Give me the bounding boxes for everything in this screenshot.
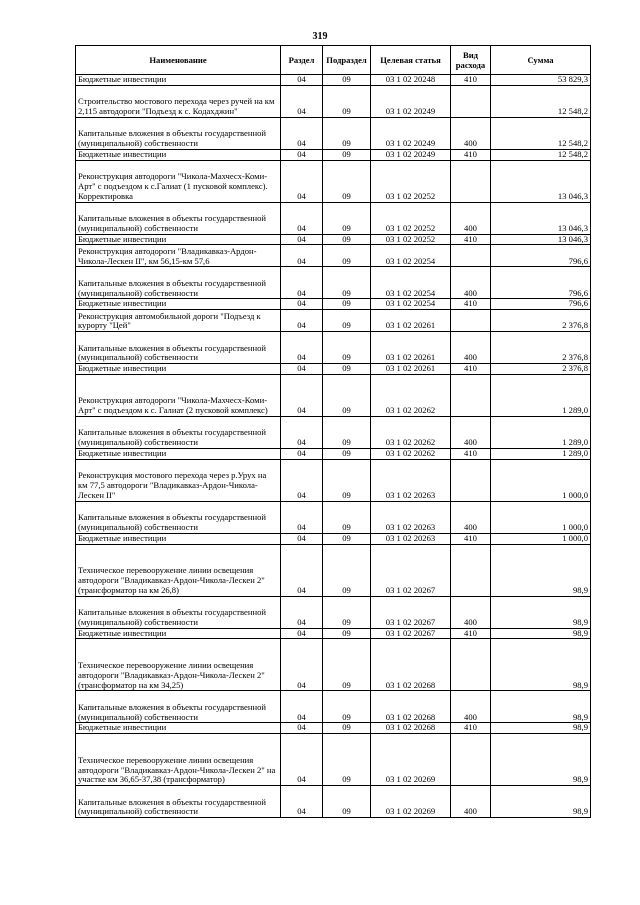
row-article: 03 1 02 20248 <box>371 75 451 86</box>
row-article: 03 1 02 20254 <box>371 245 451 267</box>
row-article: 03 1 02 20267 <box>371 628 451 639</box>
row-section: 04 <box>281 364 323 375</box>
row-section: 04 <box>281 234 323 245</box>
row-name: Строительство мостового перехода через ручей на км 2,115 автодороги "Подъезд к с. Кодахджин" <box>76 85 281 117</box>
row-section: 04 <box>281 639 323 691</box>
row-article: 03 1 02 20254 <box>371 299 451 310</box>
row-section: 04 <box>281 117 323 149</box>
row-expense <box>451 85 491 117</box>
row-section: 04 <box>281 734 323 786</box>
row-article: 03 1 02 20249 <box>371 85 451 117</box>
row-article: 03 1 02 20262 <box>371 416 451 448</box>
header-section: Раздел <box>281 46 323 75</box>
row-sum: 12 548,2 <box>491 85 591 117</box>
row-expense: 400 <box>451 202 491 234</box>
row-sum: 98,9 <box>491 639 591 691</box>
row-sum: 12 548,2 <box>491 117 591 149</box>
row-name: Реконструкция мостового перехода через р.Урух на км 77,5 автодороги "Владикавказ-Ардон-Чикола-Лескен II" <box>76 459 281 501</box>
row-subsection: 09 <box>323 310 371 332</box>
table-row <box>76 85 591 117</box>
row-sum: 13 046,3 <box>491 160 591 202</box>
row-sum: 796,6 <box>491 245 591 267</box>
row-name: Реконструкция автодороги "Владикавказ-Ардон-Чикола-Лескен II", км 56,15-км 57,6 <box>76 245 281 267</box>
table-row <box>76 149 591 160</box>
row-subsection: 09 <box>323 691 371 723</box>
row-subsection: 09 <box>323 267 371 299</box>
row-name: Капитальные вложения в объекты государственной (муниципальной) собственности <box>76 691 281 723</box>
table-body <box>76 75 591 818</box>
row-subsection: 09 <box>323 149 371 160</box>
row-sum: 1 289,0 <box>491 416 591 448</box>
row-section: 04 <box>281 85 323 117</box>
row-name: Бюджетные инвестиции <box>76 533 281 544</box>
row-subsection: 09 <box>323 332 371 364</box>
row-name: Техническое перевооружение линии освещения автодороги "Владикавказ-Ардон-Чикола-Лескен 2" (трансформатор на км 34,25) <box>76 639 281 691</box>
row-expense: 410 <box>451 628 491 639</box>
row-expense: 400 <box>451 501 491 533</box>
row-sum: 1 000,0 <box>491 533 591 544</box>
table-row <box>76 723 591 734</box>
table-row <box>76 416 591 448</box>
row-name: Бюджетные инвестиции <box>76 628 281 639</box>
row-name: Капитальные вложения в объекты государственной (муниципальной) собственности <box>76 501 281 533</box>
row-article: 03 1 02 20261 <box>371 332 451 364</box>
row-name: Бюджетные инвестиции <box>76 448 281 459</box>
row-name: Капитальные вложения в объекты государственной (муниципальной) собственности <box>76 596 281 628</box>
row-subsection: 09 <box>323 160 371 202</box>
table-row <box>76 596 591 628</box>
row-subsection: 09 <box>323 448 371 459</box>
table-row <box>76 299 591 310</box>
row-sum: 98,9 <box>491 596 591 628</box>
row-section: 04 <box>281 533 323 544</box>
row-sum: 2 376,8 <box>491 332 591 364</box>
row-sum: 98,9 <box>491 628 591 639</box>
row-name: Техническое перевооружение линии освещения автодороги "Владикавказ-Ардон-Чикола-Лескен 2" на участке км 36,65-37,38 (трансформатор) <box>76 734 281 786</box>
row-section: 04 <box>281 149 323 160</box>
budget-table <box>75 45 591 818</box>
row-sum: 13 046,3 <box>491 234 591 245</box>
row-subsection: 09 <box>323 723 371 734</box>
row-section: 04 <box>281 723 323 734</box>
row-subsection: 09 <box>323 786 371 818</box>
row-subsection: 09 <box>323 628 371 639</box>
row-section: 04 <box>281 160 323 202</box>
row-sum: 98,9 <box>491 691 591 723</box>
table-row <box>76 628 591 639</box>
row-article: 03 1 02 20267 <box>371 544 451 596</box>
row-name: Капитальные вложения в объекты государственной (муниципальной) собственности <box>76 117 281 149</box>
row-sum: 98,9 <box>491 734 591 786</box>
row-expense: 410 <box>451 448 491 459</box>
header-article: Целевая статья <box>371 46 451 75</box>
row-sum: 1 289,0 <box>491 448 591 459</box>
table-row <box>76 160 591 202</box>
row-expense <box>451 734 491 786</box>
row-expense <box>451 374 491 416</box>
table-row <box>76 691 591 723</box>
row-name: Бюджетные инвестиции <box>76 234 281 245</box>
row-name: Капитальные вложения в объекты государственной (муниципальной) собственности <box>76 416 281 448</box>
row-sum: 796,6 <box>491 267 591 299</box>
table-row <box>76 734 591 786</box>
row-subsection: 09 <box>323 416 371 448</box>
row-expense: 410 <box>451 234 491 245</box>
table-row <box>76 639 591 691</box>
row-article: 03 1 02 20262 <box>371 374 451 416</box>
table-row <box>76 310 591 332</box>
row-article: 03 1 02 20261 <box>371 364 451 375</box>
row-expense: 400 <box>451 267 491 299</box>
row-section: 04 <box>281 628 323 639</box>
row-article: 03 1 02 20249 <box>371 117 451 149</box>
row-expense <box>451 459 491 501</box>
row-section: 04 <box>281 310 323 332</box>
table-row <box>76 202 591 234</box>
row-subsection: 09 <box>323 374 371 416</box>
row-name: Реконструкция автодороги "Чикола-Махчесх-Коми-Арт" с подъездом к с.Галиат (1 пусковой комплекс). Корректировка <box>76 160 281 202</box>
row-subsection: 09 <box>323 734 371 786</box>
header-sum: Сумма <box>491 46 591 75</box>
row-section: 04 <box>281 267 323 299</box>
row-section: 04 <box>281 786 323 818</box>
table-row <box>76 374 591 416</box>
row-expense: 410 <box>451 299 491 310</box>
row-subsection: 09 <box>323 533 371 544</box>
row-expense: 410 <box>451 364 491 375</box>
row-sum: 53 829,3 <box>491 75 591 86</box>
row-expense: 400 <box>451 786 491 818</box>
row-section: 04 <box>281 374 323 416</box>
row-subsection: 09 <box>323 117 371 149</box>
row-sum: 2 376,8 <box>491 310 591 332</box>
row-article: 03 1 02 20261 <box>371 310 451 332</box>
row-name: Капитальные вложения в объекты государственной (муниципальной) собственности <box>76 202 281 234</box>
row-section: 04 <box>281 596 323 628</box>
row-name: Капитальные вложения в объекты государственной (муниципальной) собственности <box>76 786 281 818</box>
page-number: 319 <box>312 31 328 42</box>
row-name: Реконструкция автодороги "Чикола-Махчесх-Коми-Арт" с подъездом к с. Галиат (2 пусковой комплекс) <box>76 374 281 416</box>
row-section: 04 <box>281 245 323 267</box>
table-row <box>76 459 591 501</box>
row-section: 04 <box>281 299 323 310</box>
row-name: Капитальные вложения в объекты государственной (муниципальной) собственности <box>76 267 281 299</box>
row-article: 03 1 02 20263 <box>371 501 451 533</box>
row-subsection: 09 <box>323 364 371 375</box>
row-section: 04 <box>281 332 323 364</box>
row-article: 03 1 02 20267 <box>371 596 451 628</box>
row-article: 03 1 02 20268 <box>371 639 451 691</box>
row-section: 04 <box>281 544 323 596</box>
row-article: 03 1 02 20252 <box>371 160 451 202</box>
row-subsection: 09 <box>323 245 371 267</box>
row-sum: 1 289,0 <box>491 374 591 416</box>
table-row <box>76 786 591 818</box>
row-subsection: 09 <box>323 202 371 234</box>
row-expense: 410 <box>451 723 491 734</box>
row-article: 03 1 02 20252 <box>371 234 451 245</box>
row-subsection: 09 <box>323 85 371 117</box>
row-sum: 98,9 <box>491 723 591 734</box>
row-section: 04 <box>281 501 323 533</box>
row-section: 04 <box>281 459 323 501</box>
table-row <box>76 234 591 245</box>
row-expense <box>451 245 491 267</box>
row-subsection: 09 <box>323 75 371 86</box>
row-subsection: 09 <box>323 299 371 310</box>
row-section: 04 <box>281 448 323 459</box>
row-name: Капитальные вложения в объекты государственной (муниципальной) собственности <box>76 332 281 364</box>
row-article: 03 1 02 20263 <box>371 459 451 501</box>
table-row <box>76 75 591 86</box>
row-sum: 2 376,8 <box>491 364 591 375</box>
row-article: 03 1 02 20249 <box>371 149 451 160</box>
table-header-row <box>76 46 591 75</box>
row-sum: 1 000,0 <box>491 501 591 533</box>
table-row <box>76 448 591 459</box>
table-row <box>76 544 591 596</box>
row-name: Бюджетные инвестиции <box>76 723 281 734</box>
header-subsection: Подраздел <box>323 46 371 75</box>
row-expense: 400 <box>451 117 491 149</box>
row-expense: 400 <box>451 332 491 364</box>
row-expense <box>451 310 491 332</box>
row-article: 03 1 02 20262 <box>371 448 451 459</box>
row-sum: 12 548,2 <box>491 149 591 160</box>
row-article: 03 1 02 20269 <box>371 734 451 786</box>
table-row <box>76 364 591 375</box>
row-section: 04 <box>281 416 323 448</box>
row-name: Бюджетные инвестиции <box>76 364 281 375</box>
row-name: Бюджетные инвестиции <box>76 299 281 310</box>
row-expense <box>451 544 491 596</box>
row-name: Бюджетные инвестиции <box>76 75 281 86</box>
table-row <box>76 332 591 364</box>
row-article: 03 1 02 20263 <box>371 533 451 544</box>
row-subsection: 09 <box>323 639 371 691</box>
row-article: 03 1 02 20268 <box>371 691 451 723</box>
table-row <box>76 245 591 267</box>
row-section: 04 <box>281 202 323 234</box>
row-sum: 1 000,0 <box>491 459 591 501</box>
table-row <box>76 501 591 533</box>
header-expense: Вид расхода <box>451 46 491 75</box>
row-expense: 410 <box>451 75 491 86</box>
row-expense <box>451 639 491 691</box>
row-article: 03 1 02 20268 <box>371 723 451 734</box>
row-name: Бюджетные инвестиции <box>76 149 281 160</box>
row-sum: 98,9 <box>491 786 591 818</box>
row-subsection: 09 <box>323 459 371 501</box>
row-subsection: 09 <box>323 596 371 628</box>
row-expense: 400 <box>451 596 491 628</box>
header-name: Наименование <box>76 46 281 75</box>
table-row <box>76 267 591 299</box>
table-row <box>76 533 591 544</box>
row-subsection: 09 <box>323 501 371 533</box>
row-subsection: 09 <box>323 544 371 596</box>
row-section: 04 <box>281 75 323 86</box>
row-sum: 98,9 <box>491 544 591 596</box>
row-article: 03 1 02 20269 <box>371 786 451 818</box>
row-expense <box>451 160 491 202</box>
table-row <box>76 117 591 149</box>
row-section: 04 <box>281 691 323 723</box>
row-subsection: 09 <box>323 234 371 245</box>
row-expense: 400 <box>451 691 491 723</box>
row-name: Техническое перевооружение линии освещения автодороги "Владикавказ-Ардон-Чикола-Лескен 2" (трансформатор на км 26,8) <box>76 544 281 596</box>
row-name: Реконструкция автомобильной дороги "Подъезд к курорту "Цей" <box>76 310 281 332</box>
row-sum: 13 046,3 <box>491 202 591 234</box>
row-expense: 410 <box>451 149 491 160</box>
row-sum: 796,6 <box>491 299 591 310</box>
row-article: 03 1 02 20254 <box>371 267 451 299</box>
row-expense: 400 <box>451 416 491 448</box>
row-article: 03 1 02 20252 <box>371 202 451 234</box>
row-expense: 410 <box>451 533 491 544</box>
